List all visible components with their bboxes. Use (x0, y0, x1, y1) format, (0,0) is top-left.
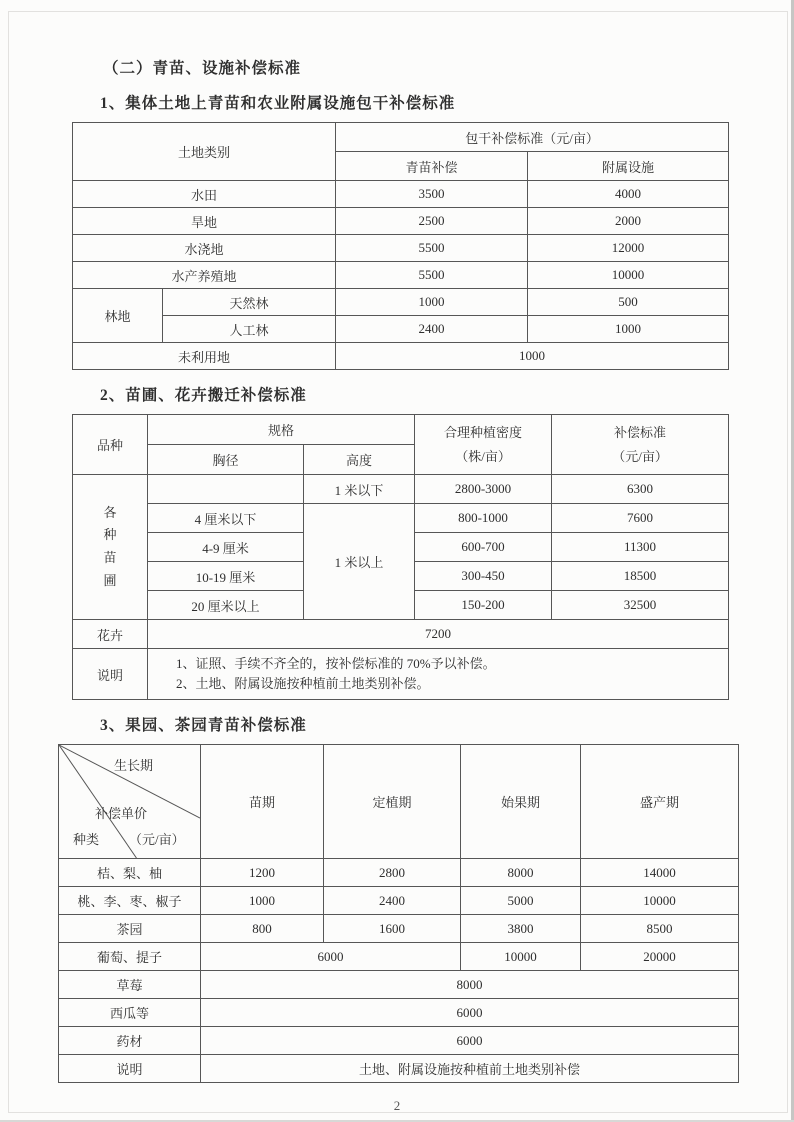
table2-header-diameter: 胸径 (148, 445, 304, 475)
cell-facilities-value: 2000 (528, 208, 729, 235)
row-label: 桔、梨、柚 (59, 859, 201, 887)
cell-density: 150-200 (415, 591, 552, 620)
cell-merged-value: 6000 (201, 943, 461, 971)
cell-density: 600-700 (415, 533, 552, 562)
table3-row-watermelon (59, 999, 739, 1027)
header-standard-line1: 补偿标准 (614, 425, 667, 441)
row-label: 葡萄、提子 (59, 943, 201, 971)
cell-value: 1600 (324, 915, 461, 943)
row-label: 旱地 (73, 208, 336, 235)
cell-value: 14000 (581, 859, 739, 887)
cell-density: 2800-3000 (415, 475, 552, 504)
row-label: 天然林 (163, 289, 336, 316)
table1-header-row-1 (73, 123, 729, 152)
notes-content (148, 649, 729, 700)
table2-header-height: 高度 (304, 445, 415, 475)
cell-facilities-value: 4000 (528, 181, 729, 208)
cell-standard: 7600 (552, 504, 729, 533)
table2-nursery-flower-relocation (72, 414, 729, 700)
cell-facilities-value: 500 (528, 289, 729, 316)
cell-seedling-value: 2500 (336, 208, 528, 235)
header-standard-line2: （元/亩） (612, 448, 668, 464)
cell-value: 20000 (581, 943, 739, 971)
table1-header-facilities: 附属设施 (528, 152, 729, 181)
cell-seedling-value: 2400 (336, 316, 528, 343)
table3-header-peak-stage: 盛产期 (581, 745, 739, 859)
table1-row-dry-land (73, 208, 729, 235)
header-density-line2: （株/亩） (455, 448, 511, 464)
row-label: 人工林 (163, 316, 336, 343)
corner-label-growth-period: 生长期 (114, 758, 154, 773)
cell-merged-value: 6000 (201, 1027, 739, 1055)
table1-row-irrigated-land (73, 235, 729, 262)
section-title: （二）青苗、设施补偿标准 (103, 60, 302, 77)
cell-density: 300-450 (415, 562, 552, 591)
row-label: 药材 (59, 1027, 201, 1055)
row-label: 水田 (73, 181, 336, 208)
table2-header-standard (552, 415, 729, 475)
cell-value: 8000 (461, 859, 581, 887)
row-label: 花卉 (73, 620, 148, 649)
cell-standard: 18500 (552, 562, 729, 591)
cell-density: 800-1000 (415, 504, 552, 533)
notes-label: 说明 (73, 649, 148, 700)
corner-label-unit-price: 补偿单价 (95, 806, 148, 821)
table2-header-row-1 (73, 415, 729, 445)
cell-value: 1000 (201, 887, 324, 915)
table3-header-first-fruit-stage: 始果期 (461, 745, 581, 859)
notes-label: 说明 (59, 1055, 201, 1083)
cell-value: 2800 (324, 859, 461, 887)
cell-value: 2400 (324, 887, 461, 915)
table2-nursery-row-1 (73, 475, 729, 504)
notes-line-1: 1、证照、手续不齐全的，按补偿标准的 70%予以补偿。 (176, 655, 496, 671)
cell-standard: 11300 (552, 533, 729, 562)
table2-header-variety: 品种 (73, 415, 148, 475)
cell-value: 1200 (201, 859, 324, 887)
table2-header-spec: 规格 (148, 415, 415, 445)
table3-row-citrus-pear-pomelo (59, 859, 739, 887)
table3-header-row (59, 745, 739, 859)
cell-facilities-value: 12000 (528, 235, 729, 262)
table3-row-tea-garden (59, 915, 739, 943)
cell-value: 800 (201, 915, 324, 943)
row-label: 西瓜等 (59, 999, 201, 1027)
table1-header-seedling: 青苗补偿 (336, 152, 528, 181)
cell-standard: 32500 (552, 591, 729, 620)
table1-row-planted-forest (73, 316, 729, 343)
cell-height-merged: 1 米以上 (304, 504, 415, 620)
cell-diameter: 10-19 厘米 (148, 562, 304, 591)
table2-heading: 2、苗圃、花卉搬迁补偿标准 (100, 387, 307, 404)
table1-row-unused-land (73, 343, 729, 370)
cell-seedling-value: 5500 (336, 262, 528, 289)
table3-header-planting-stage: 定植期 (324, 745, 461, 859)
header-density-line1: 合理种植密度 (444, 425, 523, 441)
table3-notes-row (59, 1055, 739, 1083)
cell-value: 3800 (461, 915, 581, 943)
cell-merged-value: 6000 (201, 999, 739, 1027)
table3-row-strawberry (59, 971, 739, 999)
cell-value: 10000 (581, 887, 739, 915)
row-label: 桃、李、枣、椒子 (59, 887, 201, 915)
page-number: 2 (393, 1098, 401, 1113)
table2-nursery-row-2 (73, 504, 729, 533)
cell-facilities-value: 1000 (528, 316, 729, 343)
table1-row-natural-forest (73, 289, 729, 316)
table2-notes-row (73, 649, 729, 700)
cell-standard: 6300 (552, 475, 729, 504)
cell-diameter: 20 厘米以上 (148, 591, 304, 620)
table3-row-grape (59, 943, 739, 971)
cell-value: 5000 (461, 887, 581, 915)
table1-row-paddy (73, 181, 729, 208)
forest-group-label: 林地 (73, 289, 163, 343)
cell-seedling-value: 5500 (336, 235, 528, 262)
cell-merged-value: 8000 (201, 971, 739, 999)
table3-header-seedling-stage: 苗期 (201, 745, 324, 859)
cell-facilities-value: 10000 (528, 262, 729, 289)
table3-corner-cell (59, 745, 201, 859)
cell-merged-value: 1000 (336, 343, 729, 370)
cell-value: 8500 (581, 915, 739, 943)
cell-height: 1 米以下 (304, 475, 415, 504)
cell-diameter: 4 厘米以下 (148, 504, 304, 533)
row-label: 水浇地 (73, 235, 336, 262)
cell-diameter (148, 475, 304, 504)
nursery-group-label (73, 475, 148, 620)
cell-seedling-value: 3500 (336, 181, 528, 208)
table3-row-herbs (59, 1027, 739, 1055)
table2-flower-row (73, 620, 729, 649)
cell-merged-value: 7200 (148, 620, 729, 649)
cell-diameter: 4-9 厘米 (148, 533, 304, 562)
table1-header-lump-sum: 包干补偿标准（元/亩） (336, 123, 729, 152)
table3-orchard-tea-compensation (58, 744, 739, 1083)
cell-seedling-value: 1000 (336, 289, 528, 316)
table1-heading: 1、集体土地上青苗和农业附属设施包干补偿标准 (100, 95, 456, 112)
corner-label-unit: （元/亩） (129, 832, 185, 847)
row-label: 草莓 (59, 971, 201, 999)
notes-content: 土地、附属设施按种植前土地类别补偿 (201, 1055, 739, 1083)
table1-lump-sum-compensation (72, 122, 729, 370)
vertical-label-text: 各种苗圃 (103, 504, 117, 588)
table1-header-land-category: 土地类别 (73, 123, 336, 181)
cell-value: 10000 (461, 943, 581, 971)
table2-header-density (415, 415, 552, 475)
row-label: 未利用地 (73, 343, 336, 370)
notes-line-2: 2、土地、附属设施按种植前土地类别补偿。 (176, 676, 430, 691)
table3-heading: 3、果园、茶园青苗补偿标准 (100, 717, 307, 734)
row-label: 水产养殖地 (73, 262, 336, 289)
table3-row-peach-plum-jujube (59, 887, 739, 915)
row-label: 茶园 (59, 915, 201, 943)
table1-row-aquaculture (73, 262, 729, 289)
corner-label-species: 种类 (73, 832, 100, 847)
